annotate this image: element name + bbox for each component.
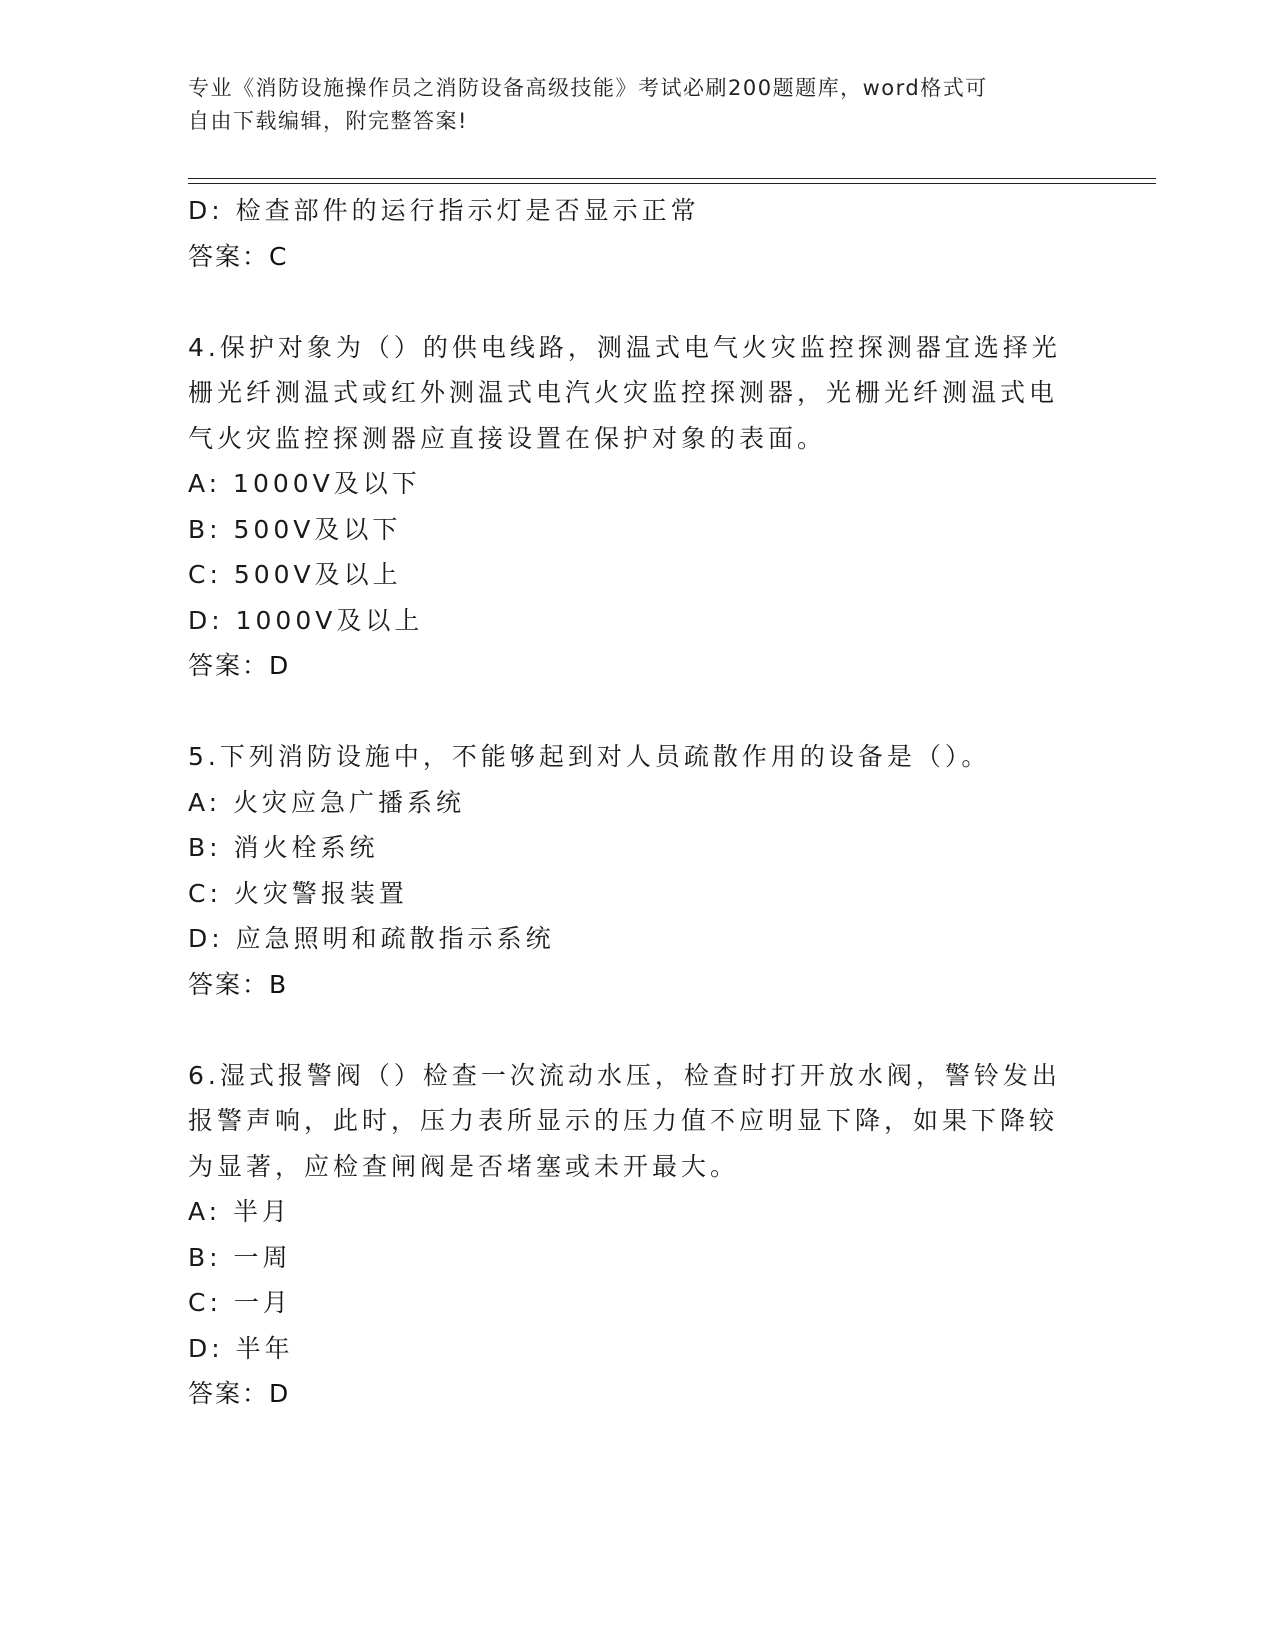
option-b: B: 一周 (188, 1242, 292, 1272)
answer-line: 答案：D (188, 651, 291, 680)
header-rule-bottom (188, 183, 1156, 184)
option-d: D: 1000V及以上 (188, 605, 424, 635)
question-list (188, 188, 1068, 1417)
option-a: A: 火灾应急广播系统 (188, 787, 466, 817)
question-3-tail (188, 188, 1068, 279)
option-b: B: 消火栓系统 (188, 833, 379, 862)
option-d: D: 半年 (188, 1333, 294, 1363)
question-4 (188, 325, 1068, 689)
header-rule-top (188, 178, 1156, 179)
spacer (188, 689, 1068, 735)
question-stem: 气火灾监控探测器应直接设置在保护对象的表面。 (188, 423, 827, 453)
answer-line: 答案：B (188, 969, 289, 999)
question-stem: 4.保护对象为（）的供电线路，测温式电气火灾监控探测器宜选择光 (188, 332, 1061, 362)
spacer (188, 279, 1068, 325)
spacer (188, 1007, 1068, 1053)
option-d: D: 检查部件的运行指示灯是否显示正常 (188, 196, 700, 225)
option-a: A: 1000V及以下 (188, 469, 421, 498)
option-a: A: 半月 (188, 1197, 292, 1226)
header-title-line-2: 自由下载编辑，附完整答案! (188, 109, 468, 133)
option-c: C: 500V及以上 (188, 560, 402, 589)
answer-line: 答案：D (188, 1379, 291, 1408)
question-stem: 6.湿式报警阀（）检查一次流动水压，检查时打开放水阀，警铃发出 (188, 1060, 1061, 1090)
option-b: B: 500V及以下 (188, 514, 402, 544)
header-title-line-1: 专业《消防设施操作员之消防设备高级技能》考试必刷200题题库，word格式可 (188, 76, 988, 100)
question-5 (188, 734, 1068, 1007)
question-stem: 报警声响，此时，压力表所显示的压力值不应明显下降，如果下降较 (188, 1106, 1059, 1135)
option-c: C: 一月 (188, 1288, 292, 1317)
question-6 (188, 1053, 1068, 1417)
option-d: D: 应急照明和疏散指示系统 (188, 924, 555, 953)
question-stem: 5.下列消防设施中，不能够起到对人员疏散作用的设备是（）。 (188, 742, 991, 771)
question-stem: 为显著，应检查闸阀是否堵塞或未开最大。 (188, 1151, 740, 1181)
option-c: C: 火灾警报装置 (188, 878, 408, 908)
document-header (188, 72, 1068, 138)
answer-line: 答案：C (188, 241, 289, 271)
question-stem: 栅光纤测温式或红外测温式电汽火灾监控探测器，光栅光纤测温式电 (188, 378, 1059, 407)
